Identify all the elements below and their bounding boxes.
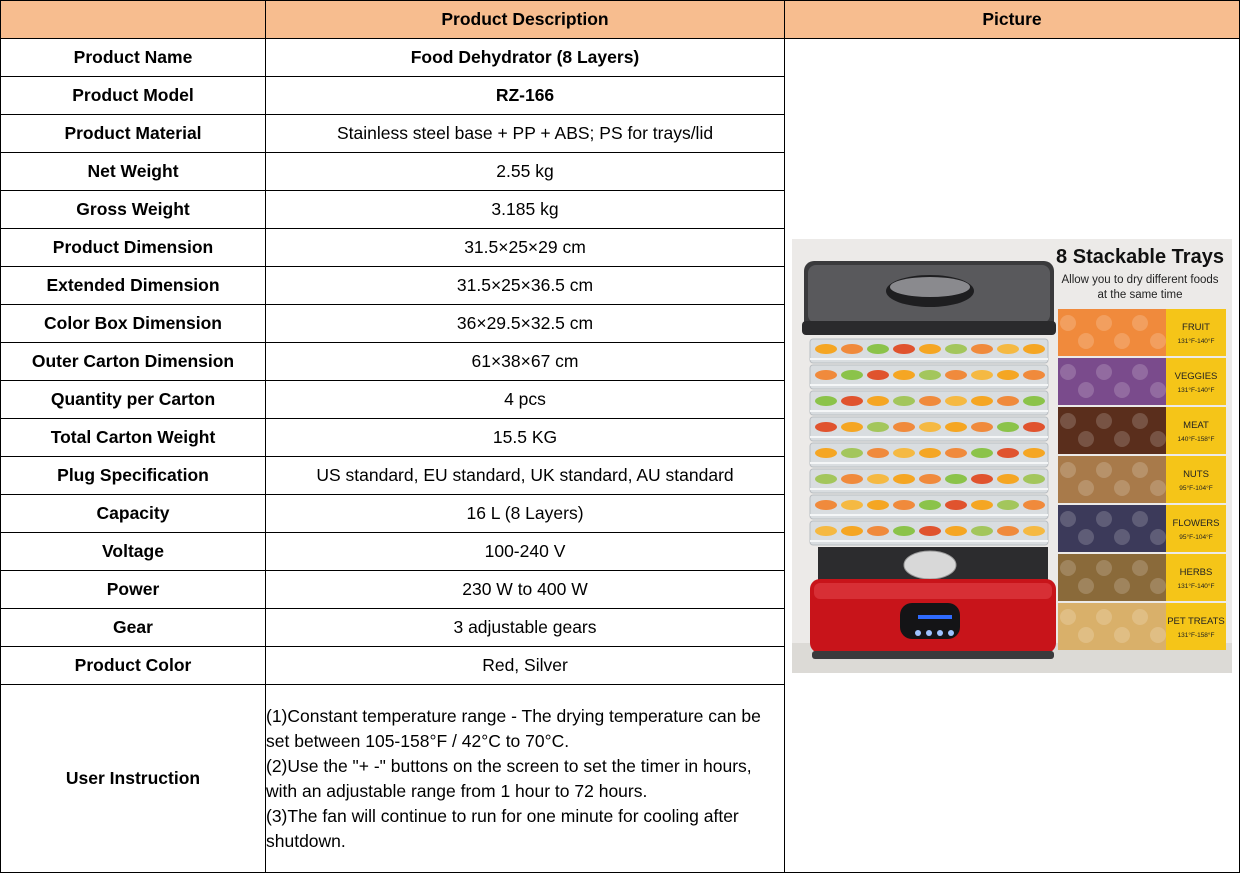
picture-title: 8 Stackable Trays <box>1056 245 1224 268</box>
row-label: Product Dimension <box>1 229 266 267</box>
row-label: Total Carton Weight <box>1 419 266 457</box>
header-blank <box>1 1 266 39</box>
row-value: 31.5×25×29 cm <box>266 229 785 267</box>
category-name: PET TREATS <box>1167 615 1225 627</box>
row-value: 3.185 kg <box>266 191 785 229</box>
category-temp: 140°F-158°F <box>1177 435 1215 443</box>
row-value: 15.5 KG <box>266 419 785 457</box>
instruction-line: (1)Constant temperature range - The drying temperature can be set between 105-158°F / 42°C to 70°C. <box>266 705 761 751</box>
category-strip <box>1058 407 1226 454</box>
row-value: 61×38×67 cm <box>266 343 785 381</box>
row-value: Food Dehydrator (8 Layers) <box>266 39 785 77</box>
row-value: 16 L (8 Layers) <box>266 495 785 533</box>
category-name: HERBS <box>1179 566 1213 578</box>
row-value: 2.55 kg <box>266 153 785 191</box>
instruction-label: User Instruction <box>1 685 266 873</box>
picture-subtitle: Allow you to dry different foods <box>1061 273 1219 286</box>
row-label: Plug Specification <box>1 457 266 495</box>
category-temp: 131°F-140°F <box>1177 386 1215 394</box>
spec-body <box>1 39 1240 873</box>
row-label: Capacity <box>1 495 266 533</box>
row-label: Net Weight <box>1 153 266 191</box>
row-value: 31.5×25×36.5 cm <box>266 267 785 305</box>
row-label: Voltage <box>1 533 266 571</box>
row-label: Extended Dimension <box>1 267 266 305</box>
row-label: Gear <box>1 609 266 647</box>
row-label: Color Box Dimension <box>1 305 266 343</box>
row-value: US standard, EU standard, UK standard, AU standard <box>266 457 785 495</box>
row-label: Gross Weight <box>1 191 266 229</box>
row-label: Product Color <box>1 647 266 685</box>
picture-cell <box>785 39 1240 873</box>
row-label: Product Model <box>1 77 266 115</box>
row-value: 36×29.5×32.5 cm <box>266 305 785 343</box>
row-label: Quantity per Carton <box>1 381 266 419</box>
row-value: Stainless steel base + PP + ABS; PS for trays/lid <box>266 115 785 153</box>
category-name: FLOWERS <box>1172 517 1220 529</box>
category-name: VEGGIES <box>1174 370 1218 382</box>
category-strip <box>1058 358 1226 405</box>
picture-subtitle: at the same time <box>1097 288 1183 301</box>
header-description: Product Description <box>266 1 785 39</box>
category-name: NUTS <box>1183 468 1209 480</box>
category-temp: 95°F-104°F <box>1179 533 1213 541</box>
category-temp: 95°F-104°F <box>1179 484 1213 492</box>
row-value: Red, Silver <box>266 647 785 685</box>
table-row <box>1 39 1240 77</box>
category-name: MEAT <box>1183 419 1209 431</box>
row-value: 4 pcs <box>266 381 785 419</box>
row-value: 100-240 V <box>266 533 785 571</box>
category-temp: 131°F-140°F <box>1177 582 1215 590</box>
instruction-line: (3)The fan will continue to run for one minute for cooling after shutdown. <box>266 805 739 851</box>
row-value: 3 adjustable gears <box>266 609 785 647</box>
row-label: Outer Carton Dimension <box>1 343 266 381</box>
category-temp: 131°F-140°F <box>1177 337 1215 345</box>
header-picture: Picture <box>785 1 1240 39</box>
row-value: RZ-166 <box>266 77 785 115</box>
category-strip <box>1058 456 1226 503</box>
category-temp: 131°F-158°F <box>1177 631 1215 639</box>
category-name: FRUIT <box>1182 321 1210 333</box>
row-label: Power <box>1 571 266 609</box>
product-image <box>792 239 1232 673</box>
instruction-line: (2)Use the "+ -" buttons on the screen to set the timer in hours, with an adjustable range from 1 hour to 72 hours. <box>266 755 752 801</box>
row-value: 230 W to 400 W <box>266 571 785 609</box>
dehydrator-illustration <box>802 261 1056 659</box>
category-strip <box>1058 505 1226 552</box>
category-strip <box>1058 554 1226 601</box>
instruction-text <box>266 685 785 873</box>
category-strip <box>1058 309 1226 356</box>
row-label: Product Name <box>1 39 266 77</box>
row-label: Product Material <box>1 115 266 153</box>
category-strip <box>1058 603 1226 650</box>
header-row <box>1 1 1240 39</box>
